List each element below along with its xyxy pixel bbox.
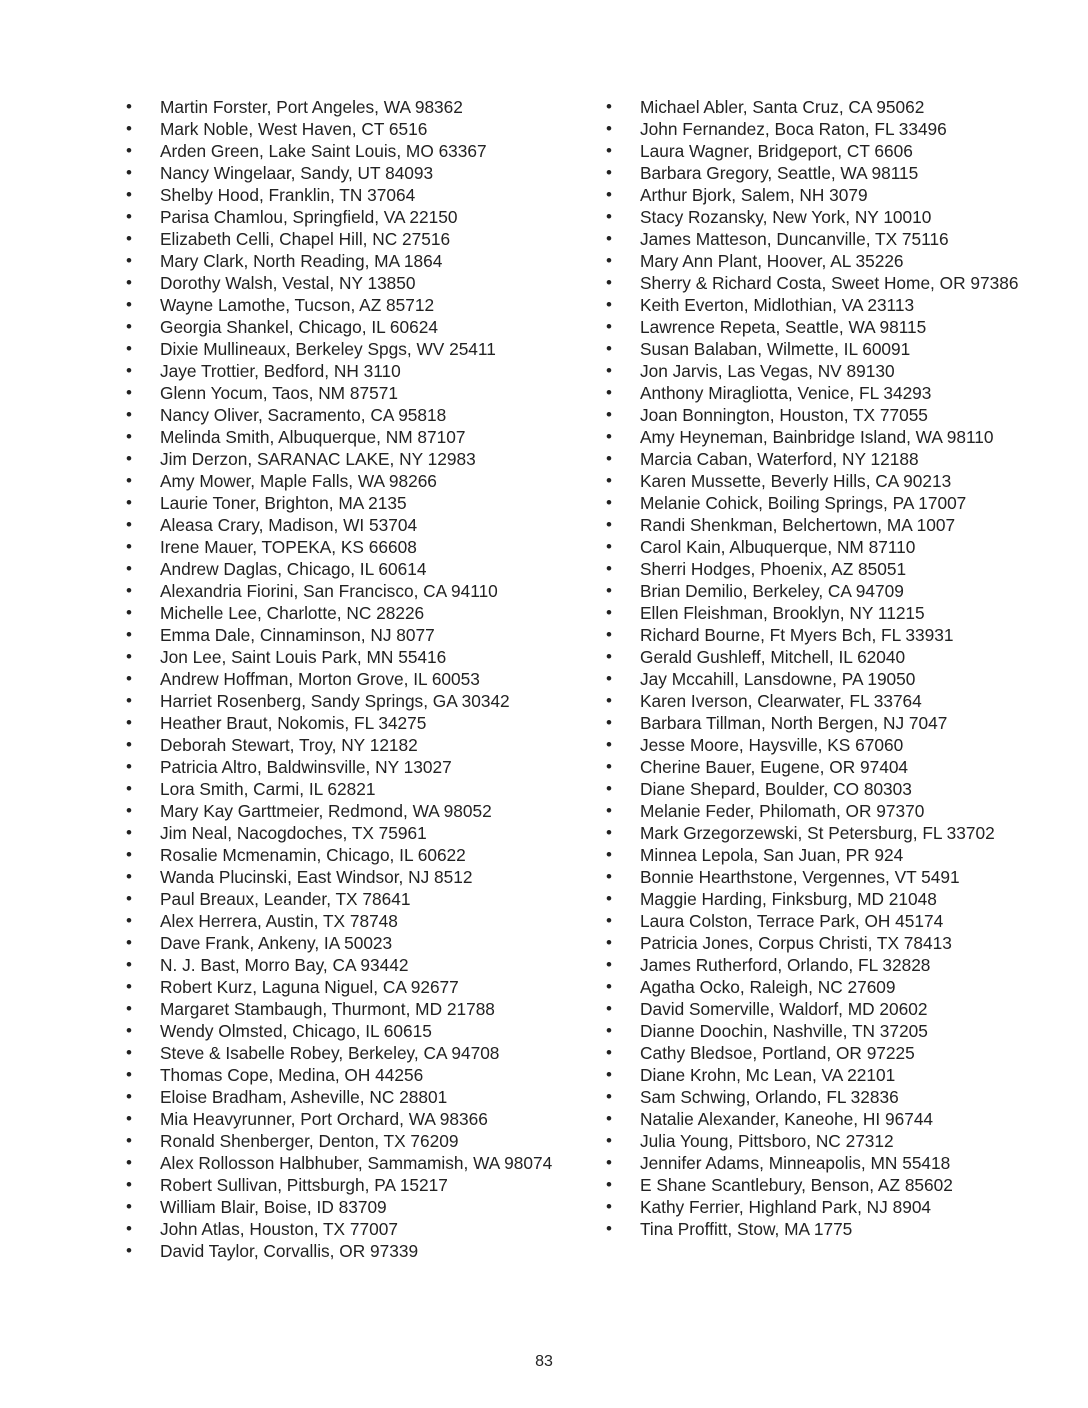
signatory-entry: • Diane Shepard, Boulder, CO 80303 (606, 778, 1026, 800)
signatory-entry: • Barbara Gregory, Seattle, WA 98115 (606, 162, 1026, 184)
signatory-entry: • Wendy Olmsted, Chicago, IL 60615 (126, 1020, 566, 1042)
signatory-entry: • David Somerville, Waldorf, MD 20602 (606, 998, 1026, 1020)
signatory-entry: • Patricia Altro, Baldwinsville, NY 13027 (126, 756, 566, 778)
signatory-entry: • Margaret Stambaugh, Thurmont, MD 21788 (126, 998, 566, 1020)
signatory-entry: • Alex Herrera, Austin, TX 78748 (126, 910, 566, 932)
signatory-entry: • Lora Smith, Carmi, IL 62821 (126, 778, 566, 800)
signatory-entry: • Jaye Trottier, Bedford, NH 3110 (126, 360, 566, 382)
signatory-entry: • Glenn Yocum, Taos, NM 87571 (126, 382, 566, 404)
signatory-entry: • David Taylor, Corvallis, OR 97339 (126, 1240, 566, 1262)
signatory-entry: • Laura Wagner, Bridgeport, CT 6606 (606, 140, 1026, 162)
signatory-entry: • Jim Neal, Nacogdoches, TX 75961 (126, 822, 566, 844)
signatory-entry: • Stacy Rozansky, New York, NY 10010 (606, 206, 1026, 228)
signatory-entry: • Brian Demilio, Berkeley, CA 94709 (606, 580, 1026, 602)
signatory-entry: • Karen Mussette, Beverly Hills, CA 90213 (606, 470, 1026, 492)
signatory-entry: • Georgia Shankel, Chicago, IL 60624 (126, 316, 566, 338)
page-number: 83 (535, 1353, 553, 1370)
signatory-entry: • Karen Iverson, Clearwater, FL 33764 (606, 690, 1026, 712)
signatory-entry: • Natalie Alexander, Kaneohe, HI 96744 (606, 1108, 1026, 1130)
signatory-entry: • Michelle Lee, Charlotte, NC 28226 (126, 602, 566, 624)
signatory-entry: • Cherine Bauer, Eugene, OR 97404 (606, 756, 1026, 778)
signatory-list-right (606, 96, 1026, 1240)
signatory-entry: • Sam Schwing, Orlando, FL 32836 (606, 1086, 1026, 1108)
signatory-entry: • Elizabeth Celli, Chapel Hill, NC 27516 (126, 228, 566, 250)
signatory-entry: • Amy Heyneman, Bainbridge Island, WA 98110 (606, 426, 1026, 448)
signatory-entry: • Harriet Rosenberg, Sandy Springs, GA 30342 (126, 690, 566, 712)
signatory-entry: • Diane Krohn, Mc Lean, VA 22101 (606, 1064, 1026, 1086)
signatory-entry: • Wayne Lamothe, Tucson, AZ 85712 (126, 294, 566, 316)
signatory-entry: • Minnea Lepola, San Juan, PR 924 (606, 844, 1026, 866)
signatory-entry: • Deborah Stewart, Troy, NY 12182 (126, 734, 566, 756)
signatory-entry: • Wanda Plucinski, East Windsor, NJ 8512 (126, 866, 566, 888)
signatory-entry: • Mary Kay Garttmeier, Redmond, WA 98052 (126, 800, 566, 822)
signatory-entry: • Melinda Smith, Albuquerque, NM 87107 (126, 426, 566, 448)
signatory-entry: • Keith Everton, Midlothian, VA 23113 (606, 294, 1026, 316)
signatory-entry: • Andrew Hoffman, Morton Grove, IL 60053 (126, 668, 566, 690)
signatory-entry: • Steve & Isabelle Robey, Berkeley, CA 94708 (126, 1042, 566, 1064)
signatory-entry: • Mark Noble, West Haven, CT 6516 (126, 118, 566, 140)
signatory-entry: • E Shane Scantlebury, Benson, AZ 85602 (606, 1174, 1026, 1196)
signatory-entry: • Thomas Cope, Medina, OH 44256 (126, 1064, 566, 1086)
signatory-entry: • Lawrence Repeta, Seattle, WA 98115 (606, 316, 1026, 338)
signatory-entry: • Eloise Bradham, Asheville, NC 28801 (126, 1086, 566, 1108)
signatory-entry: • Martin Forster, Port Angeles, WA 98362 (126, 96, 566, 118)
signatory-entry: • Gerald Gushleff, Mitchell, IL 62040 (606, 646, 1026, 668)
signatory-entry: • Aleasa Crary, Madison, WI 53704 (126, 514, 566, 536)
signatory-entry: • Dorothy Walsh, Vestal, NY 13850 (126, 272, 566, 294)
signatory-entry: • Michael Abler, Santa Cruz, CA 95062 (606, 96, 1026, 118)
signatory-entry: • Melanie Feder, Philomath, OR 97370 (606, 800, 1026, 822)
signatory-entry: • Mia Heavyrunner, Port Orchard, WA 98366 (126, 1108, 566, 1130)
signatory-entry: • Jon Lee, Saint Louis Park, MN 55416 (126, 646, 566, 668)
signatory-entry: • Tina Proffitt, Stow, MA 1775 (606, 1218, 1026, 1240)
signatory-entry: • Dave Frank, Ankeny, IA 50023 (126, 932, 566, 954)
signatory-entry: • Andrew Daglas, Chicago, IL 60614 (126, 558, 566, 580)
signatory-entry: • Patricia Jones, Corpus Christi, TX 78413 (606, 932, 1026, 954)
signatory-entry: • Cathy Bledsoe, Portland, OR 97225 (606, 1042, 1026, 1064)
signatory-entry: • Nancy Wingelaar, Sandy, UT 84093 (126, 162, 566, 184)
signatory-entry: • Jay Mccahill, Lansdowne, PA 19050 (606, 668, 1026, 690)
signatory-entry: • Melanie Cohick, Boiling Springs, PA 17007 (606, 492, 1026, 514)
signatory-entry: • Jesse Moore, Haysville, KS 67060 (606, 734, 1026, 756)
signatory-entry: • Richard Bourne, Ft Myers Bch, FL 33931 (606, 624, 1026, 646)
signatory-entry: • Randi Shenkman, Belchertown, MA 1007 (606, 514, 1026, 536)
signatory-entry: • Agatha Ocko, Raleigh, NC 27609 (606, 976, 1026, 998)
signatory-entry: • Anthony Miragliotta, Venice, FL 34293 (606, 382, 1026, 404)
signatory-entry: • Bonnie Hearthstone, Vergennes, VT 5491 (606, 866, 1026, 888)
signatory-entry: • James Matteson, Duncanville, TX 75116 (606, 228, 1026, 250)
signatory-entry: • Jennifer Adams, Minneapolis, MN 55418 (606, 1152, 1026, 1174)
signatory-entry: • John Atlas, Houston, TX 77007 (126, 1218, 566, 1240)
signatory-entry: • Kathy Ferrier, Highland Park, NJ 8904 (606, 1196, 1026, 1218)
signatory-entry: • Shelby Hood, Franklin, TN 37064 (126, 184, 566, 206)
signatory-entry: • Susan Balaban, Wilmette, IL 60091 (606, 338, 1026, 360)
signatory-entry: • Robert Kurz, Laguna Niguel, CA 92677 (126, 976, 566, 998)
signatory-entry: • Carol Kain, Albuquerque, NM 87110 (606, 536, 1026, 558)
signatory-entry: • Amy Mower, Maple Falls, WA 98266 (126, 470, 566, 492)
signatory-entry: • N. J. Bast, Morro Bay, CA 93442 (126, 954, 566, 976)
signatory-entry: • Ronald Shenberger, Denton, TX 76209 (126, 1130, 566, 1152)
signatory-entry: • Dixie Mullineaux, Berkeley Spgs, WV 25411 (126, 338, 566, 360)
signatory-entry: • Heather Braut, Nokomis, FL 34275 (126, 712, 566, 734)
signatory-entry: • Laurie Toner, Brighton, MA 2135 (126, 492, 566, 514)
signatory-entry: • Jon Jarvis, Las Vegas, NV 89130 (606, 360, 1026, 382)
signatory-entry: • Rosalie Mcmenamin, Chicago, IL 60622 (126, 844, 566, 866)
signatory-entry: • Mark Grzegorzewski, St Petersburg, FL 33702 (606, 822, 1026, 844)
signatory-entry: • Barbara Tillman, North Bergen, NJ 7047 (606, 712, 1026, 734)
signatory-entry: • Robert Sullivan, Pittsburgh, PA 15217 (126, 1174, 566, 1196)
signatory-entry: • Mary Ann Plant, Hoover, AL 35226 (606, 250, 1026, 272)
signatory-entry: • Joan Bonnington, Houston, TX 77055 (606, 404, 1026, 426)
signatory-entry: • Arden Green, Lake Saint Louis, MO 63367 (126, 140, 566, 162)
signatory-entry: • Alexandria Fiorini, San Francisco, CA 94110 (126, 580, 566, 602)
signatory-entry: • Nancy Oliver, Sacramento, CA 95818 (126, 404, 566, 426)
signatory-entry: • Sherri Hodges, Phoenix, AZ 85051 (606, 558, 1026, 580)
signatory-entry: • Maggie Harding, Finksburg, MD 21048 (606, 888, 1026, 910)
signatory-entry: • Ellen Fleishman, Brooklyn, NY 11215 (606, 602, 1026, 624)
signatory-entry: • Marcia Caban, Waterford, NY 12188 (606, 448, 1026, 470)
signatory-entry: • Jim Derzon, SARANAC LAKE, NY 12983 (126, 448, 566, 470)
signatory-list-left (126, 96, 566, 1262)
signatory-entry: • Irene Mauer, TOPEKA, KS 66608 (126, 536, 566, 558)
signatory-entry: • John Fernandez, Boca Raton, FL 33496 (606, 118, 1026, 140)
signatory-entry: • Dianne Doochin, Nashville, TN 37205 (606, 1020, 1026, 1042)
signatory-entry: • Mary Clark, North Reading, MA 1864 (126, 250, 566, 272)
signatory-entry: • Emma Dale, Cinnaminson, NJ 8077 (126, 624, 566, 646)
signatory-entry: • James Rutherford, Orlando, FL 32828 (606, 954, 1026, 976)
signatory-entry: • Alex Rollosson Halbhuber, Sammamish, WA 98074 (126, 1152, 566, 1174)
signatory-entry: • Sherry & Richard Costa, Sweet Home, OR 97386 (606, 272, 1026, 294)
signatory-entry: • Parisa Chamlou, Springfield, VA 22150 (126, 206, 566, 228)
signatory-entry: • Paul Breaux, Leander, TX 78641 (126, 888, 566, 910)
signatory-entry: • William Blair, Boise, ID 83709 (126, 1196, 566, 1218)
signatory-entry: • Arthur Bjork, Salem, NH 3079 (606, 184, 1026, 206)
signatory-entry: • Julia Young, Pittsboro, NC 27312 (606, 1130, 1026, 1152)
signatory-entry: • Laura Colston, Terrace Park, OH 45174 (606, 910, 1026, 932)
